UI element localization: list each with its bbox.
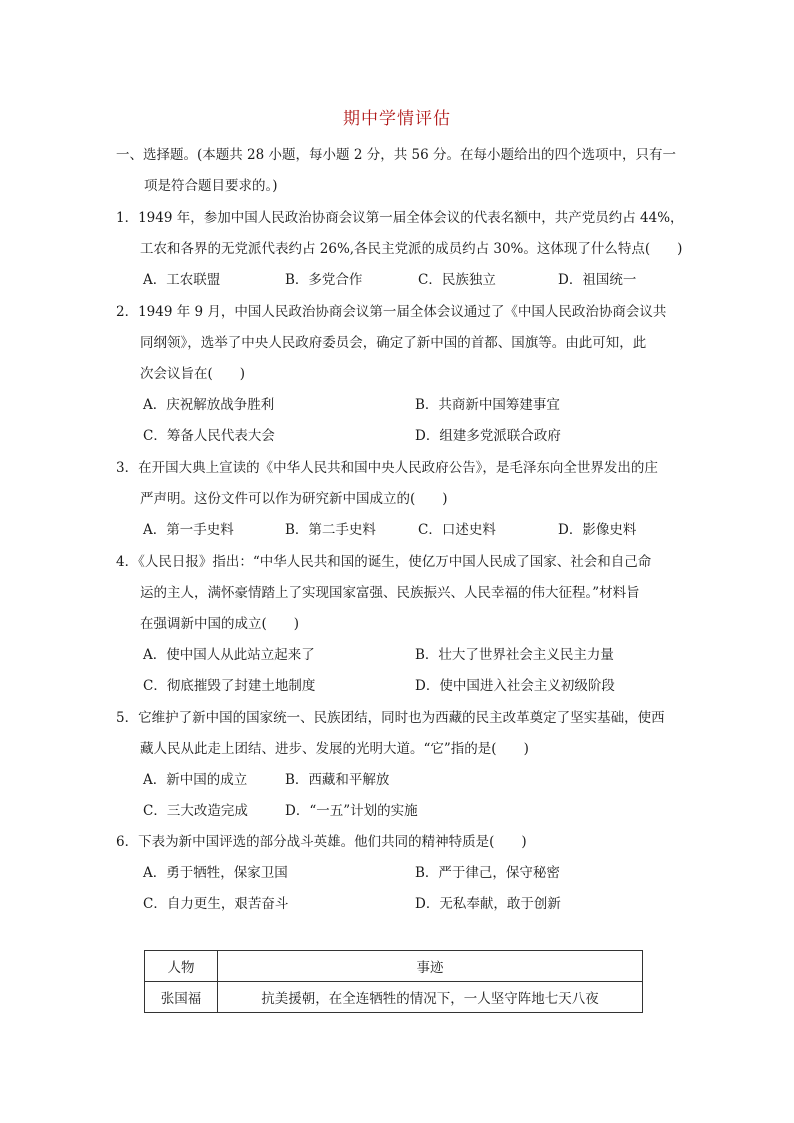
option-d[interactable]: D．组建多党派联合政府 (415, 428, 561, 444)
option-c[interactable]: C．筹备人民代表大会 (143, 428, 275, 444)
question-text: 严声明。这份文件可以作为研究新中国成立的( ) (140, 491, 448, 507)
section-line-2: 项是符合题目要求的。) (144, 178, 278, 194)
question-text: 2．1949 年 9 月，中国人民政治协商会议第一届全体会议通过了《中国人民政治协商会议共 (116, 304, 667, 320)
table-header-cell: 事迹 (218, 951, 643, 982)
table-header-cell: 人物 (145, 951, 218, 982)
table-cell: 张国福 (145, 982, 218, 1013)
option-c[interactable]: C．民族独立 (418, 272, 496, 288)
option-d[interactable]: D．使中国进入社会主义初级阶段 (415, 678, 615, 694)
page-title: 期中学情评估 (343, 109, 451, 129)
question-text: 运的主人，满怀豪情踏上了实现国家富强、民族振兴、人民幸福的伟大征程。”材料旨 (140, 585, 640, 601)
option-d[interactable]: D．“一五”计划的实施 (285, 803, 418, 819)
question-text: 1．1949 年，参加中国人民政治协商会议第一届全体会议的代表名额中，共产党员约占 44%， (116, 210, 684, 226)
option-b[interactable]: B．壮大了世界社会主义民主力量 (415, 647, 614, 663)
option-c[interactable]: C．彻底摧毁了封建土地制度 (143, 678, 316, 694)
question-text: 在强调新中国的成立( ) (140, 616, 300, 632)
question-text: 藏人民从此走上团结、进步、发展的光明大道。“它”指的是( ) (140, 741, 529, 757)
question-text: 6．下表为新中国评选的部分战斗英雄。他们共同的精神特质是( ) (116, 834, 527, 850)
question-text: 同纲领》，选举了中央人民政府委员会，确定了新中国的首都、国旗等。由此可知，此 (140, 335, 647, 351)
option-b[interactable]: B．严于律己，保守秘密 (415, 865, 560, 881)
option-a[interactable]: A．第一手史料 (143, 522, 234, 538)
option-a[interactable]: A．新中国的成立 (143, 772, 248, 788)
table-cell: 抗美援朝，在全连牺牲的情况下，一人坚守阵地七天八夜 (218, 982, 643, 1013)
option-c[interactable]: C．自力更生，艰苦奋斗 (143, 896, 289, 912)
question-text: 工农和各界的无党派代表约占 26%,各民主党派的成员约占 30%。这体现了什么特点( ) (140, 241, 683, 257)
option-b[interactable]: B．西藏和平解放 (285, 772, 390, 788)
question-text: 3．在开国大典上宣读的《中华人民共和国中央人民政府公告》，是毛泽东向全世界发出的庄 (116, 460, 658, 476)
option-b[interactable]: B．共商新中国筹建事宜 (415, 397, 560, 413)
question-text: 5．它维护了新中国的国家统一、民族团结，同时也为西藏的民主改革奠定了坚实基础，使西 (116, 710, 665, 726)
question-text: 次会议旨在( ) (140, 366, 246, 382)
option-c[interactable]: C．三大改造完成 (143, 803, 248, 819)
option-c[interactable]: C．口述史料 (418, 522, 496, 538)
option-a[interactable]: A．勇于牺牲，保家卫国 (143, 865, 288, 881)
option-b[interactable]: B．第二手史料 (285, 522, 376, 538)
question-text: 4．《人民日报》指出：“中华人民共和国的诞生，使亿万中国人民成了国家、社会和自己命 (116, 554, 652, 570)
option-a[interactable]: A．工农联盟 (143, 272, 221, 288)
table-row (145, 982, 643, 1013)
heroes-table (144, 950, 643, 1013)
table-header-row (145, 951, 643, 982)
option-a[interactable]: A．使中国人从此站立起来了 (143, 647, 315, 663)
option-a[interactable]: A．庆祝解放战争胜利 (143, 397, 275, 413)
option-d[interactable]: D．无私奉献，敢于创新 (415, 896, 561, 912)
option-d[interactable]: D．祖国统一 (558, 272, 637, 288)
section-line-1: 一、选择题。(本题共 28 小题，每小题 2 分，共 56 分。在每小题给出的四个选项中，只有一 (116, 147, 676, 163)
option-d[interactable]: D．影像史料 (558, 522, 637, 538)
option-b[interactable]: B．多党合作 (285, 272, 363, 288)
